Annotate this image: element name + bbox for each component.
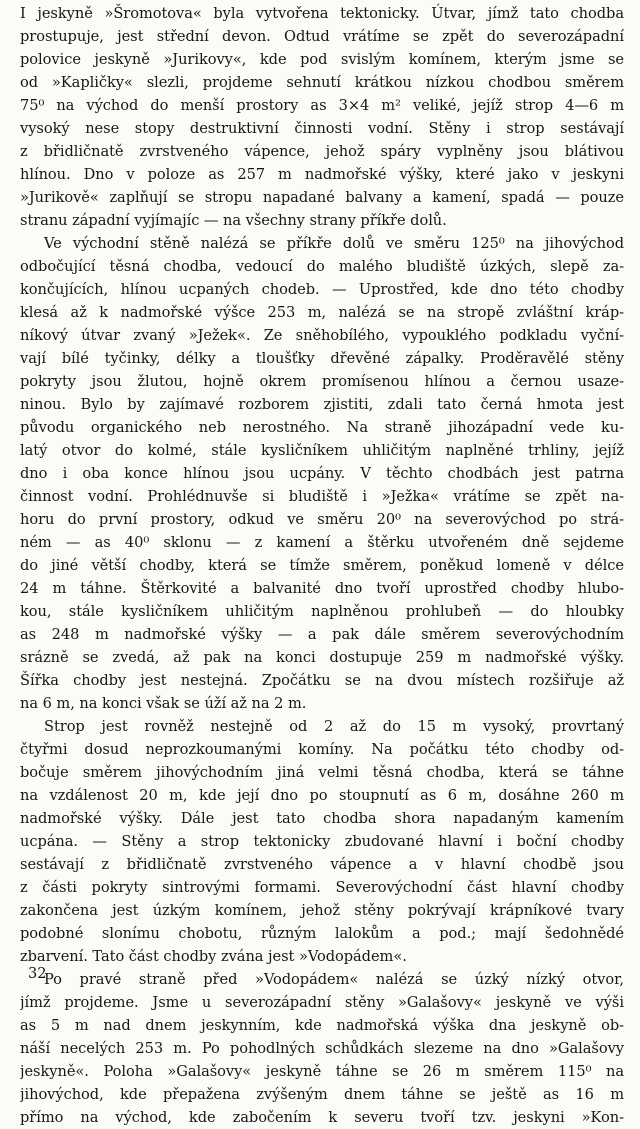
- text-line: původu organického neb nerostného. Na straně jihozápadní vede ku-: [20, 419, 624, 436]
- text-line: latý otvor do kolmé, stále kysličníkem uhličitým naplněné trhliny, jejíž: [20, 442, 624, 459]
- text-line: vysoký nese stopy destruktivní činnosti vodní. Stěny i strop sestávají: [20, 120, 624, 137]
- text-line: podobné slonímu chobotu, různým lalokům a pod.; mají šedohnědé: [20, 925, 624, 942]
- text-line: zakončena jest úzkým komínem, jehož stěny pokrývají krápníkové tvary: [20, 902, 624, 919]
- text-line: 75⁰ na východ do menší prostory as 3×4 m² veliké, jejíž strop 4—6 m: [20, 97, 624, 114]
- text-line: as 5 m nad dnem jeskynním, kde nadmořská výška dna jeskyně ob-: [20, 1017, 624, 1034]
- text-line: od »Kapličky« slezli, projdeme sehnutí krátkou nízkou chodbou směrem: [20, 74, 624, 91]
- text-line: »Jurikově« zaplňují se stropu napadané balvany a kamení, spadá — pouze: [20, 189, 624, 206]
- text-line: na 6 m, na konci však se úží až na 2 m.: [20, 695, 307, 712]
- text-line: Ve východní stěně nalézá se příkře dolů ve směru 125⁰ na jihovýchod: [44, 235, 624, 252]
- text-line: horu do první prostory, odkud ve směru 20⁰ na severovýchod po strá-: [20, 511, 624, 528]
- text-line: ném — as 40⁰ sklonu — z kamení a štěrku utvořeném dně sejdeme: [20, 534, 624, 551]
- text-line: z části pokryty sintrovými formami. Severovýchodní část hlavní chodby: [20, 879, 624, 896]
- page-number: 32: [28, 965, 47, 982]
- text-line: sestávají z břidličnatě zvrstveného vápence a v hlavní chodbě jsou: [20, 856, 624, 873]
- text-line: I jeskyně »Šromotova« byla vytvořena tektonicky. Útvar, jímž tato chodba: [20, 5, 624, 22]
- text-line: polovice jeskyně »Jurikovy«, kde pod svislým komínem, kterým jsme se: [20, 51, 624, 68]
- text-line: na vzdálenost 20 m, kde její dno po stoupnutí as 6 m, dosáhne 260 m: [20, 787, 624, 804]
- text-line: srázně se zvedá, až pak na konci dostupuje 259 m nadmořské výšky.: [20, 649, 624, 666]
- text-line: náší necelých 253 m. Po pohodlných schůdkách slezeme na dno »Galašovy: [20, 1040, 624, 1057]
- text-line: Strop jest rovněž nestejně od 2 až do 15 m vysoký, provrtaný: [44, 718, 624, 735]
- text-line: níkový útvar zvaný »Ježek«. Ze sněhobílého, vypouklého podkladu vyční-: [20, 327, 624, 344]
- text-line: bočuje směrem jihovýchodním jiná velmi těsná chodba, která se táhne: [20, 764, 624, 781]
- text-line: kou, stále kysličníkem uhličitým naplněnou prohlubeň — do hloubky: [20, 603, 624, 620]
- text-line: prostupuje, jest střední devon. Odtud vrátíme se zpět do severozápadní: [20, 28, 624, 45]
- text-line: Po pravé straně před »Vodopádem« nalézá se úzký nízký otvor,: [44, 971, 624, 988]
- text-line: pokryty jsou žlutou, hojně okrem promísenou hlínou a černou usaze-: [20, 373, 624, 390]
- text-line: končujících, hlínou ucpaných chodeb. — Uprostřed, kde dno této chodby: [20, 281, 624, 298]
- text-line: Šířka chodby jest nestejná. Zpočátku se na dvou místech rozšiřuje až: [20, 672, 624, 689]
- text-line: nadmořské výšky. Dále jest tato chodba shora napadaným kamením: [20, 810, 624, 827]
- text-line: zbarvení. Tato část chodby zvána jest »Vodopádem«.: [20, 948, 407, 965]
- text-line: 24 m táhne. Štěrkovité a balvanité dno tvoří uprostřed chodby hlubo-: [20, 580, 624, 597]
- text-line: hlínou. Dno v poloze as 257 m nadmořské výšky, které jako v jeskyni: [20, 166, 624, 183]
- text-line: vají bílé tyčinky, délky a tloušťky dřevěné zápalky. Proděravělé stěny: [20, 350, 624, 367]
- text-line: činnost vodní. Prohlédnuvše si bludiště i »Ježka« vrátíme se zpět na-: [20, 488, 624, 505]
- text-line: jeskyně«. Poloha »Galašovy« jeskyně táhne se 26 m směrem 115⁰ na: [20, 1063, 624, 1080]
- text-line: dno i oba konce hlínou jsou ucpány. V těchto chodbách jest patrna: [20, 465, 624, 482]
- text-line: ucpána. — Stěny a strop tektonicky zbudované hlavní i boční chodby: [20, 833, 624, 850]
- page-text: [20, 2, 624, 1129]
- text-line: do jiné větší chodby, která se tímže směrem, poněkud lomeně v délce: [20, 557, 624, 574]
- text-line: odbočující těsná chodba, vedoucí do malého bludiště úzkých, slepě za-: [20, 258, 624, 275]
- text-line: čtyřmi dosud neprozkoumanými komíny. Na počátku této chodby od-: [20, 741, 624, 758]
- text-line: ninou. Bylo by zajímavé rozborem zjistiti, zdali tato černá hmota jest: [20, 396, 624, 413]
- text-line: klesá až k nadmořské výšce 253 m, nalézá se na stropě zvláštní kráp-: [20, 304, 624, 321]
- text-line: přímo na východ, kde zabočením k severu tvoří tzv. jeskyni »Kon-: [20, 1109, 624, 1126]
- text-line: stranu západní vyjímajíc — na všechny strany příkře dolů.: [20, 212, 447, 229]
- text-line: z břidličnatě zvrstveného vápence, jehož spáry vyplněny jsou blátivou: [20, 143, 624, 160]
- text-line: jihovýchod, kde přepažena zvýšeným dnem táhne se ještě as 16 m: [20, 1086, 624, 1103]
- text-line: as 248 m nadmořské výšky — a pak dále směrem severovýchodním: [20, 626, 624, 643]
- text-line: jímž projdeme. Jsme u severozápadní stěny »Galašovy« jeskyně ve výši: [20, 994, 624, 1011]
